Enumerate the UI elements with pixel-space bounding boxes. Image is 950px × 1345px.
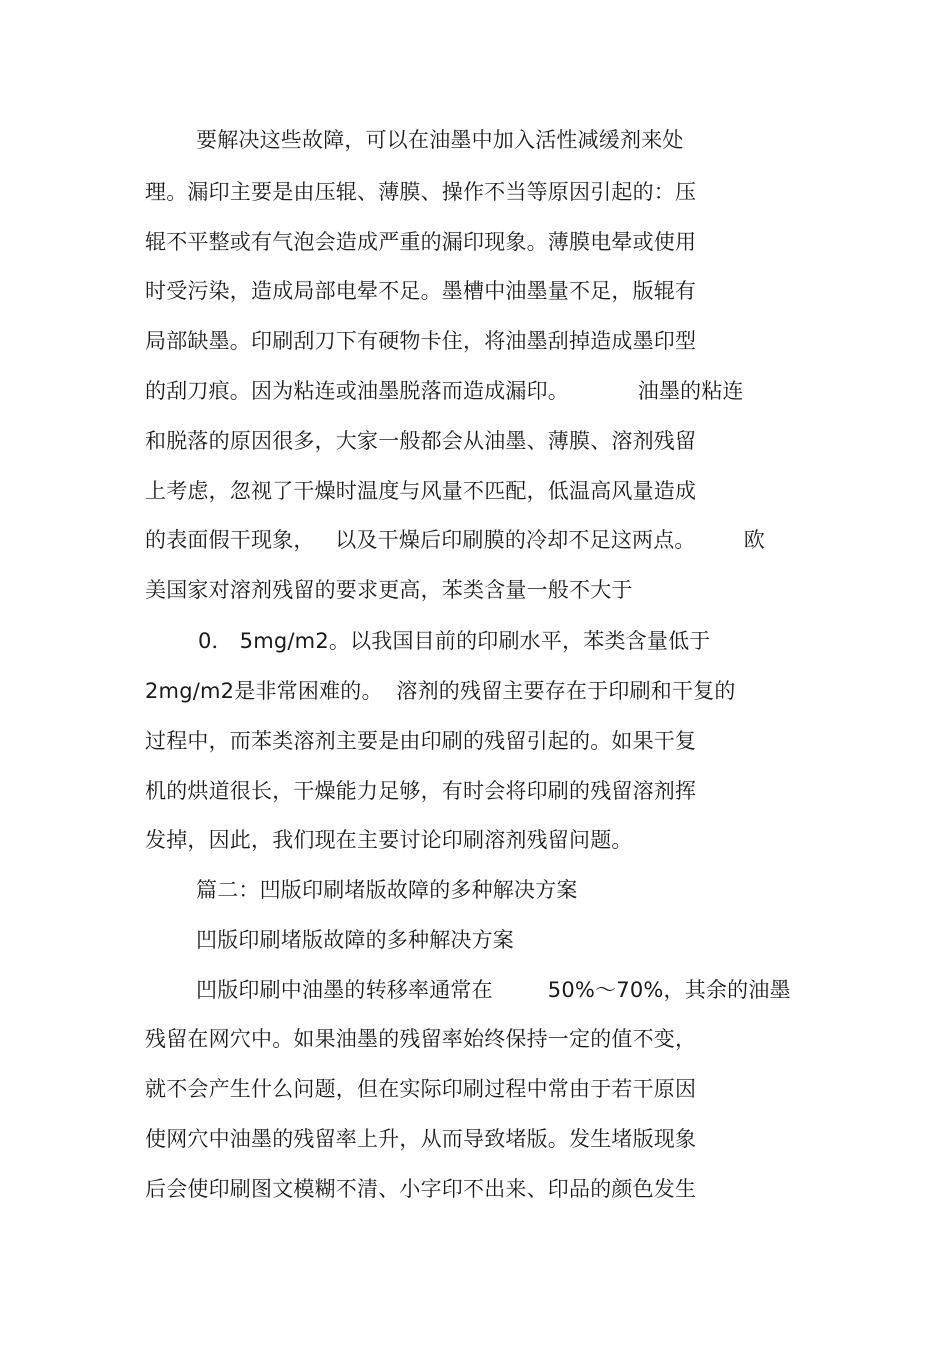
article-title: 凹版印刷堵版故障的多种解决方案 <box>196 928 514 952</box>
section-heading: 篇二：凹版印刷堵版故障的多种解决方案 <box>196 878 578 902</box>
paragraph-line: 的表面假干现象， 以及干燥后印刷膜的冷却不足这两点。 欧 <box>145 528 765 552</box>
paragraph-line: 0． 5mg/m2。以我国目前的印刷水平，苯类含量低于 <box>198 629 711 653</box>
paragraph-line: 机的烘道很长，干燥能力足够，有时会将印刷的残留溶剂挥 <box>145 779 697 803</box>
paragraph-line: 辊不平整或有气泡会造成严重的漏印现象。薄膜电晕或使用 <box>145 230 697 254</box>
paragraph-line: 局部缺墨。印刷刮刀下有硬物卡住，将油墨刮掉造成墨印型 <box>145 329 697 353</box>
paragraph-line: 时受污染，造成局部电晕不足。墨槽中油墨量不足，版辊有 <box>145 279 697 303</box>
paragraph-line: 过程中，而苯类溶剂主要是由印刷的残留引起的。如果干复 <box>145 729 697 753</box>
paragraph-line: 2mg/m2是非常困难的。 溶剂的残留主要存在于印刷和干复的 <box>145 679 736 703</box>
paragraph-line: 后会使印刷图文模糊不清、小字印不出来、印品的颜色发生 <box>145 1177 697 1201</box>
paragraph-line: 就不会产生什么问题，但在实际印刷过程中常由于若干原因 <box>145 1077 697 1101</box>
paragraph-line: 要解决这些故障，可以在油墨中加入活性减缓剂来处 <box>196 128 684 152</box>
paragraph-line: 理。漏印主要是由压辊、薄膜、操作不当等原因引起的：压 <box>145 180 697 204</box>
paragraph-line: 残留在网穴中。如果油墨的残留率始终保持一定的值不变， <box>145 1027 697 1051</box>
paragraph-line: 上考虑，忽视了干燥时温度与风量不匹配，低温高风量造成 <box>145 479 697 503</box>
paragraph-line: 的刮刀痕。因为粘连或油墨脱落而造成漏印。 油墨的粘连 <box>145 379 744 403</box>
paragraph-line: 和脱落的原因很多，大家一般都会从油墨、薄膜、溶剂残留 <box>145 429 697 453</box>
paragraph-line: 使网穴中油墨的残留率上升，从而导致堵版。发生堵版现象 <box>145 1127 697 1151</box>
paragraph-line: 凹版印刷中油墨的转移率通常在 50%～70%，其余的油墨 <box>196 978 791 1002</box>
paragraph-line: 发掉，因此，我们现在主要讨论印刷溶剂残留问题。 <box>145 828 633 852</box>
paragraph-line: 美国家对溶剂残留的要求更高，苯类含量一般不大于 <box>145 578 633 602</box>
